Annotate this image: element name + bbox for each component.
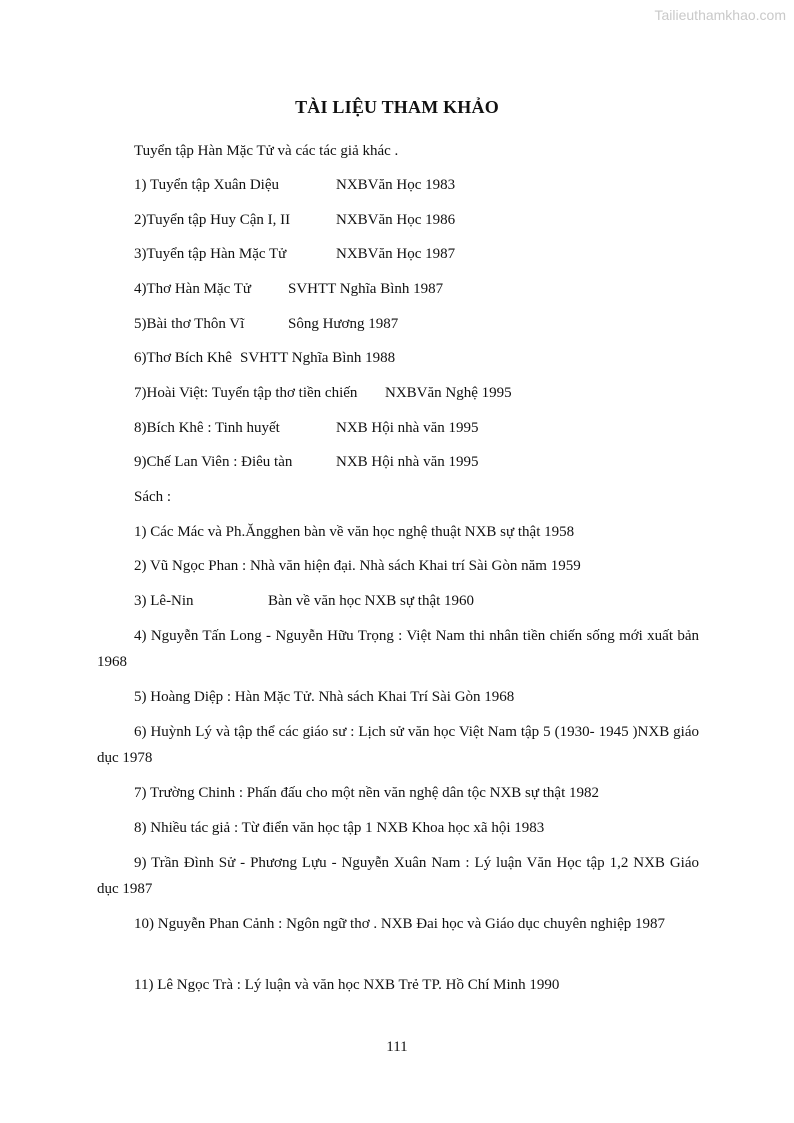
collection-publisher: NXBVăn Học 1983 <box>336 177 456 193</box>
book-item: 11) Lê Ngọc Trà : Lý luận và văn học NXB Trẻ TP. Hồ Chí Minh 1990 <box>134 977 560 993</box>
book-author: 3) Lê-Nin <box>134 593 194 609</box>
collection-publisher: SVHTT Nghĩa Bình 1987 <box>288 281 444 297</box>
collection-publisher: NXBVăn Học 1986 <box>336 212 456 228</box>
page-title: TÀI LIỆU THAM KHẢO <box>295 97 499 117</box>
book-item: 5) Hoàng Diệp : Hàn Mặc Tử. Nhà sách Khai Trí Sài Gòn 1968 <box>134 689 515 705</box>
book-item: 10) Nguyễn Phan Cảnh : Ngôn ngữ thơ . NXB Đai học và Giáo dục chuyên nghiệp 1987 <box>134 916 665 932</box>
collection-name: 6)Thơ Bích Khê <box>134 350 232 366</box>
watermark: Tailieuthamkhao.com <box>654 7 786 23</box>
collection-name: 7)Hoài Việt: Tuyển tập thơ tiền chiến <box>134 385 358 401</box>
book-item: 4) Nguyễn Tấn Long - Nguyễn Hữu Trọng : Việt Nam thi nhân tiền chiến sống mới xuất bản 1968 <box>97 628 699 670</box>
collection-publisher: NXBVăn Học 1987 <box>336 246 456 262</box>
collection-name: 9)Chế Lan Viên : Điêu tàn <box>134 454 293 470</box>
collection-item <box>134 316 399 333</box>
collection-name: 1) Tuyển tập Xuân Diệu <box>134 177 279 193</box>
collection-item <box>134 177 456 194</box>
collection-item <box>134 281 444 298</box>
collection-publisher: SVHTT Nghĩa Bình 1988 <box>240 350 396 366</box>
book-item: 2) Vũ Ngọc Phan : Nhà văn hiện đại. Nhà sách Khai trí Sài Gòn năm 1959 <box>134 558 581 574</box>
collection-item <box>134 420 479 437</box>
book-item: 7) Trường Chinh : Phấn đấu cho một nền văn nghệ dân tộc NXB sự thật 1982 <box>134 785 599 801</box>
books-heading: Sách : <box>134 489 172 505</box>
collection-item <box>134 350 396 367</box>
collection-item <box>134 246 456 263</box>
collection-publisher: Sông Hương 1987 <box>288 316 399 332</box>
book-item: 1) Các Mác và Ph.Ăngghen bàn về văn học nghệ thuật NXB sự thật 1958 <box>134 524 575 540</box>
book-item: 6) Huỳnh Lý và tập thể các giáo sư : Lịch sử văn học Việt Nam tập 5 (1930- 1945 )NXB giáo dục 1978 <box>97 724 699 766</box>
collection-name: 5)Bài thơ Thôn Vĩ <box>134 316 245 332</box>
collection-publisher: NXB Hội nhà văn 1995 <box>336 420 479 436</box>
collection-name: 3)Tuyển tập Hàn Mặc Tử <box>134 246 287 262</box>
collection-item <box>134 212 456 229</box>
collection-name: 8)Bích Khê : Tinh huyết <box>134 420 280 436</box>
book-item: 8) Nhiều tác giả : Từ điển văn học tập 1 NXB Khoa học xã hội 1983 <box>134 820 545 836</box>
collection-name: 2)Tuyển tập Huy Cận I, II <box>134 212 291 228</box>
collection-publisher: NXBVăn Nghệ 1995 <box>385 385 512 401</box>
book-item <box>134 593 475 610</box>
book-title: Bàn về văn học NXB sự thật 1960 <box>268 593 475 609</box>
collection-name: 4)Thơ Hàn Mặc Tử <box>134 281 252 297</box>
collection-item <box>134 454 479 471</box>
page-number: 111 <box>386 1039 408 1055</box>
intro-line: Tuyển tập Hàn Mặc Tử và các tác giả khác . <box>134 143 399 159</box>
collection-item <box>134 385 512 402</box>
book-item: 9) Trần Đình Sử - Phương Lựu - Nguyễn Xuân Nam : Lý luận Văn Học tập 1,2 NXB Giáo dục 1987 <box>97 855 699 897</box>
collection-publisher: NXB Hội nhà văn 1995 <box>336 454 479 470</box>
